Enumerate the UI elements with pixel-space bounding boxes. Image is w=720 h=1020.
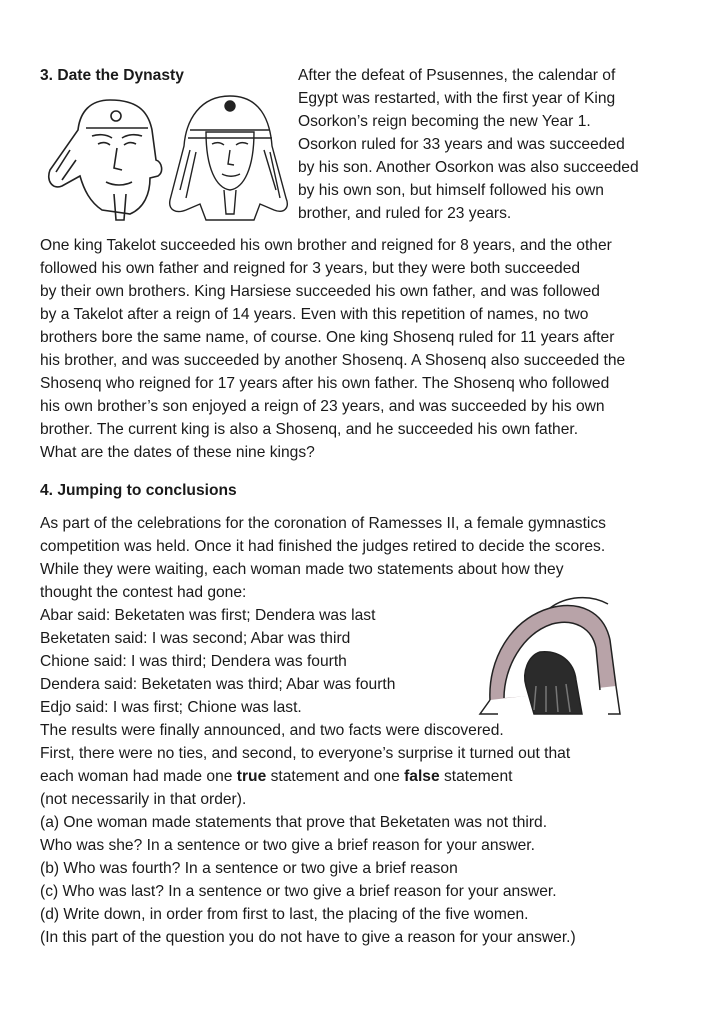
q3-body-line: What are the dates of these nine kings? <box>40 444 315 461</box>
q4-intro-line: thought the contest had gone: <box>40 584 247 601</box>
pharaoh-heads-illustration <box>40 90 290 230</box>
q4-results-line: First, there were no ties, and second, to everyone’s surprise it turned out that <box>40 745 571 762</box>
q3-body-line: his own brother’s son enjoyed a reign of 23 years, and was succeeded by his own <box>40 398 605 415</box>
question-a: (a) One woman made statements that prove that Beketaten was not third. <box>40 814 548 831</box>
q4-intro-line: While they were waiting, each woman made two statements about how they <box>40 561 564 578</box>
statement-chione: Chione said: I was third; Dendera was fourth <box>40 653 347 670</box>
tf-pre: each woman had made one <box>40 768 237 785</box>
q3-intro-line: by his son. Another Osorkon was also succeeded <box>298 159 639 176</box>
q3-intro-line: Osorkon ruled for 33 years and was succeeded <box>298 136 625 153</box>
q3-intro-line: After the defeat of Psusennes, the calendar of <box>298 67 616 84</box>
q4-after-line: (not necessarily in that order). <box>40 791 247 808</box>
q3-body-line: his brother, and was succeeded by another Shosenq. A Shosenq also succeeded the <box>40 352 626 369</box>
q4-intro-line: As part of the celebrations for the coronation of Ramesses II, a female gymnastics <box>40 515 606 532</box>
q3-intro-line: by his own son, but himself followed his own <box>298 182 604 199</box>
statement-beketaten: Beketaten said: I was second; Abar was third <box>40 630 351 647</box>
q3-body-line: brothers bore the same name, of course. One king Shosenq ruled for 11 years after <box>40 329 615 346</box>
q4-heading: 4. Jumping to conclusions <box>40 482 237 499</box>
q3-body-line: by a Takelot after a reign of 14 years. Even with this repetition of names, no two <box>40 306 589 323</box>
question-d-note: (In this part of the question you do not have to give a reason for your answer.) <box>40 929 576 946</box>
statement-edjo: Edjo said: I was first; Chione was last. <box>40 699 302 716</box>
q4-true-false-line <box>40 765 512 788</box>
false-word: false <box>404 768 440 785</box>
question-c: (c) Who was last? In a sentence or two give a brief reason for your answer. <box>40 883 557 900</box>
q3-intro-line: Osorkon’s reign becoming the new Year 1. <box>298 113 591 130</box>
q3-body-line: by their own brothers. King Harsiese succeeded his own father, and was followed <box>40 283 600 300</box>
q4-results-line: The results were finally announced, and two facts were discovered. <box>40 722 504 739</box>
q3-body-line: brother. The current king is also a Shosenq, and he succeeded his own father. <box>40 421 579 438</box>
statement-dendera: Dendera said: Beketaten was third; Abar was fourth <box>40 676 396 693</box>
q4-intro-line: competition was held. Once it had finished the judges retired to decide the scores. <box>40 538 606 555</box>
q3-intro-line: brother, and ruled for 23 years. <box>298 205 512 222</box>
q3-body-line: Shosenq who reigned for 17 years after his own father. The Shosenq who followed <box>40 375 610 392</box>
true-word: true <box>236 768 267 785</box>
gymnast-illustration <box>470 590 630 718</box>
tf-post: statement <box>439 768 513 785</box>
tf-mid: statement and one <box>266 768 405 785</box>
question-a-followup: Who was she? In a sentence or two give a brief reason for your answer. <box>40 837 535 854</box>
q3-heading: 3. Date the Dynasty <box>40 67 184 84</box>
q3-intro-line: Egypt was restarted, with the first year of King <box>298 90 616 107</box>
q3-body-line: followed his own father and reigned for 3 years, but they were both succeeded <box>40 260 581 277</box>
question-d: (d) Write down, in order from first to last, the placing of the five women. <box>40 906 529 923</box>
question-b: (b) Who was fourth? In a sentence or two give a brief reason <box>40 860 458 877</box>
statement-abar: Abar said: Beketaten was first; Dendera was last <box>40 607 376 624</box>
q3-body-line: One king Takelot succeeded his own brother and reigned for 8 years, and the other <box>40 237 612 254</box>
